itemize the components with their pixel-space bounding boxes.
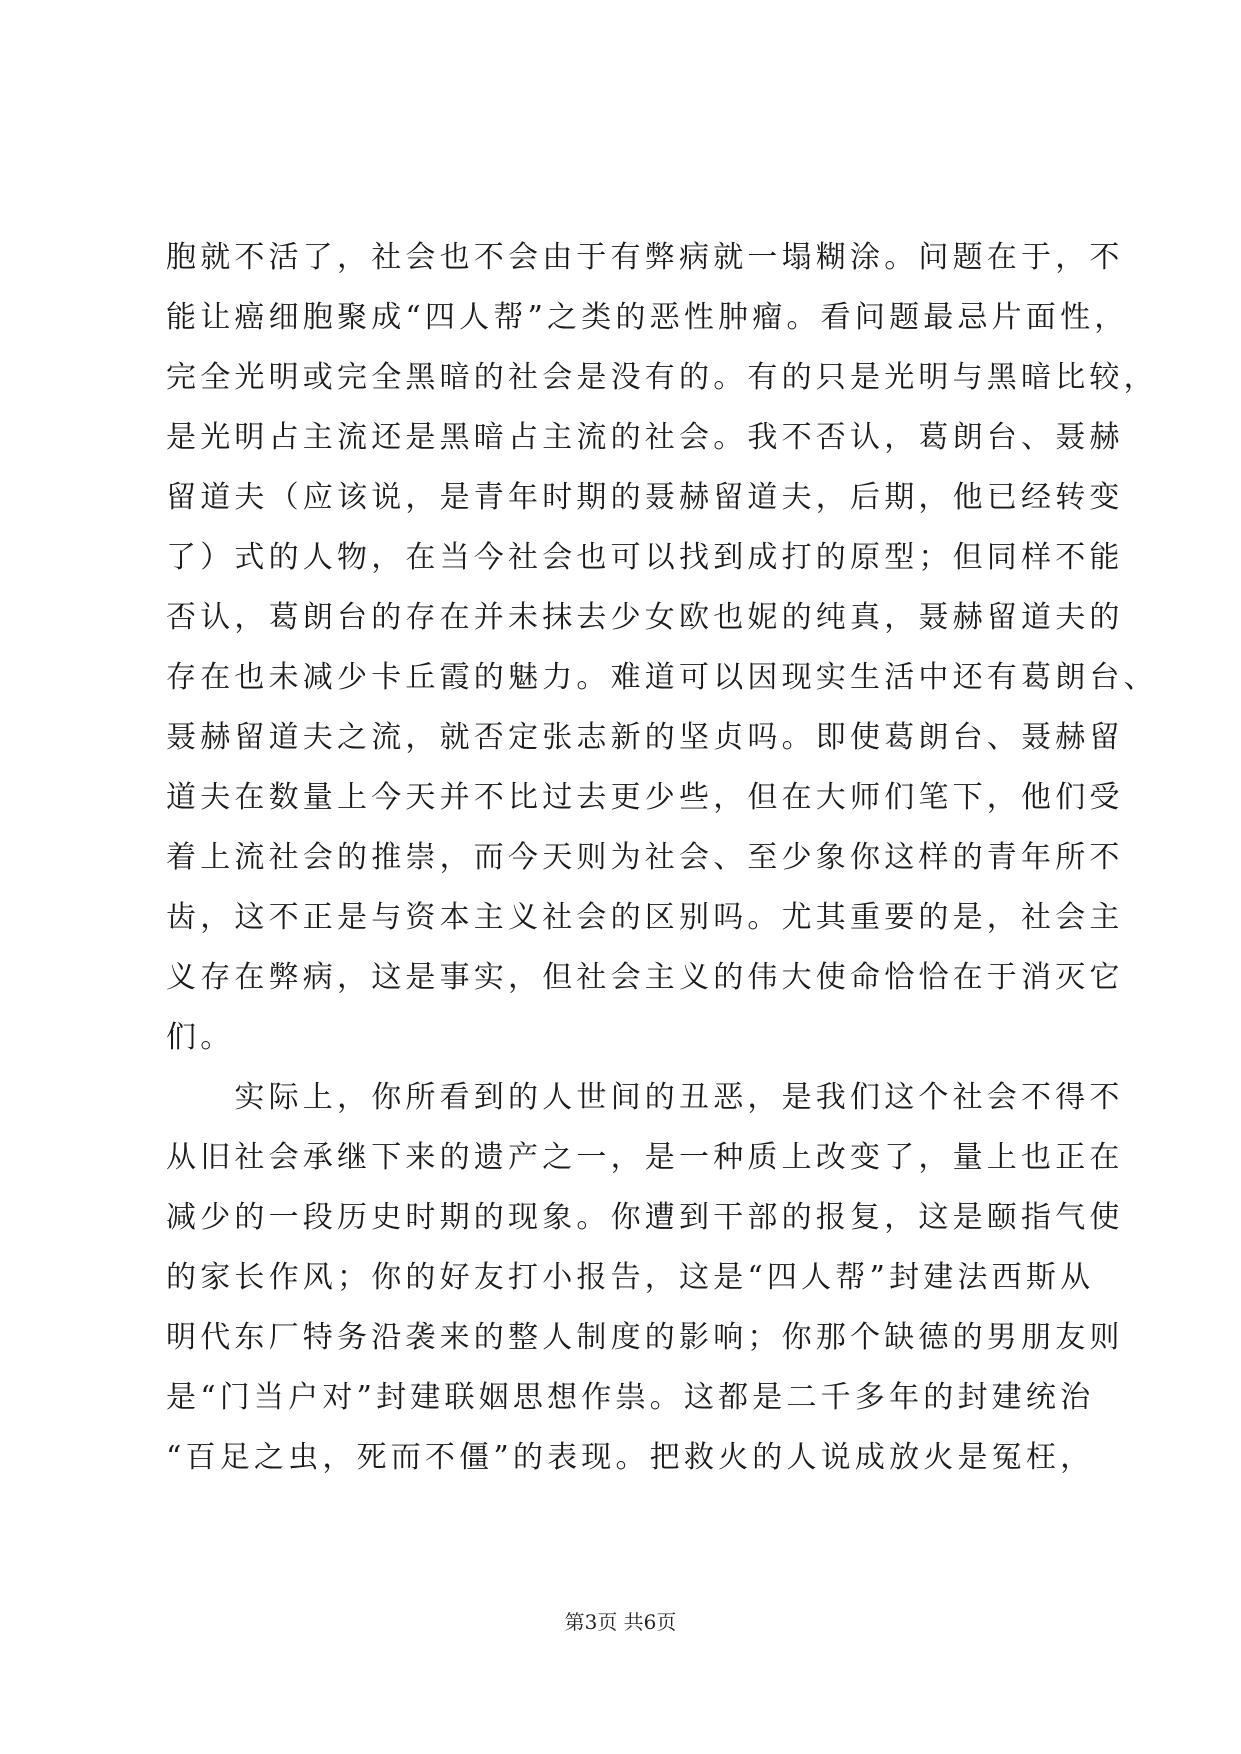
text-line: 实际上，你所看到的人世间的丑恶，是我们这个社会不得不 [166, 1080, 1124, 1115]
text-line: 聂赫留道夫之流，就否定张志新的坚贞吗。即使葛朗台、聂赫留 [166, 720, 1124, 755]
body-text [166, 228, 1158, 1488]
text-line: 完全光明或完全黑暗的社会是没有的。有的只是光明与黑暗比较， [166, 360, 1158, 395]
text-line: 否认，葛朗台的存在并未抹去少女欧也妮的纯真，聂赫留道夫的 [166, 600, 1124, 635]
text-line: 是“门当户对”封建联姻思想作祟。这都是二千多年的封建统治 [166, 1380, 1095, 1415]
text-line: 留道夫（应该说，是青年时期的聂赫留道夫，后期，他已经转变 [166, 480, 1124, 515]
page-number: 第3页 共6页 [564, 1610, 677, 1634]
text-line: 了）式的人物，在当今社会也可以找到成打的原型；但同样不能 [166, 540, 1124, 575]
text-line: 是光明占主流还是黑暗占主流的社会。我不否认，葛朗台、聂赫 [166, 420, 1124, 455]
text-line: 们。 [166, 1020, 235, 1055]
text-line: 从旧社会承继下来的遗产之一，是一种质上改变了，量上也正在 [166, 1140, 1124, 1175]
text-line: 存在也未减少卡丘霞的魅力。难道可以因现实生活中还有葛朗台、 [166, 660, 1158, 695]
text-line: 明代东厂特务沿袭来的整人制度的影响；你那个缺德的男朋友则 [166, 1320, 1124, 1355]
text-line: 胞就不活了，社会也不会由于有弊病就一塌糊涂。问题在于，不 [166, 240, 1124, 275]
text-line: 减少的一段历史时期的现象。你遭到干部的报复，这是颐指气使 [166, 1200, 1124, 1235]
text-line: “百足之虫，死而不僵”的表现。把救火的人说成放火是冤枉， [166, 1440, 1095, 1475]
text-line: 着上流社会的推崇，而今天则为社会、至少象你这样的青年所不 [166, 840, 1124, 875]
text-line: 齿，这不正是与资本主义社会的区别吗。尤其重要的是，社会主 [166, 900, 1124, 935]
text-line: 道夫在数量上今天并不比过去更少些，但在大师们笔下，他们受 [166, 780, 1124, 815]
text-line: 的家长作风；你的好友打小报告，这是“四人帮”封建法西斯从 [166, 1260, 1095, 1295]
text-line: 能让癌细胞聚成“四人帮”之类的恶性肿瘤。看问题最忌片面性， [166, 300, 1129, 335]
text-line: 义存在弊病，这是事实，但社会主义的伟大使命恰恰在于消灭它 [166, 960, 1124, 995]
